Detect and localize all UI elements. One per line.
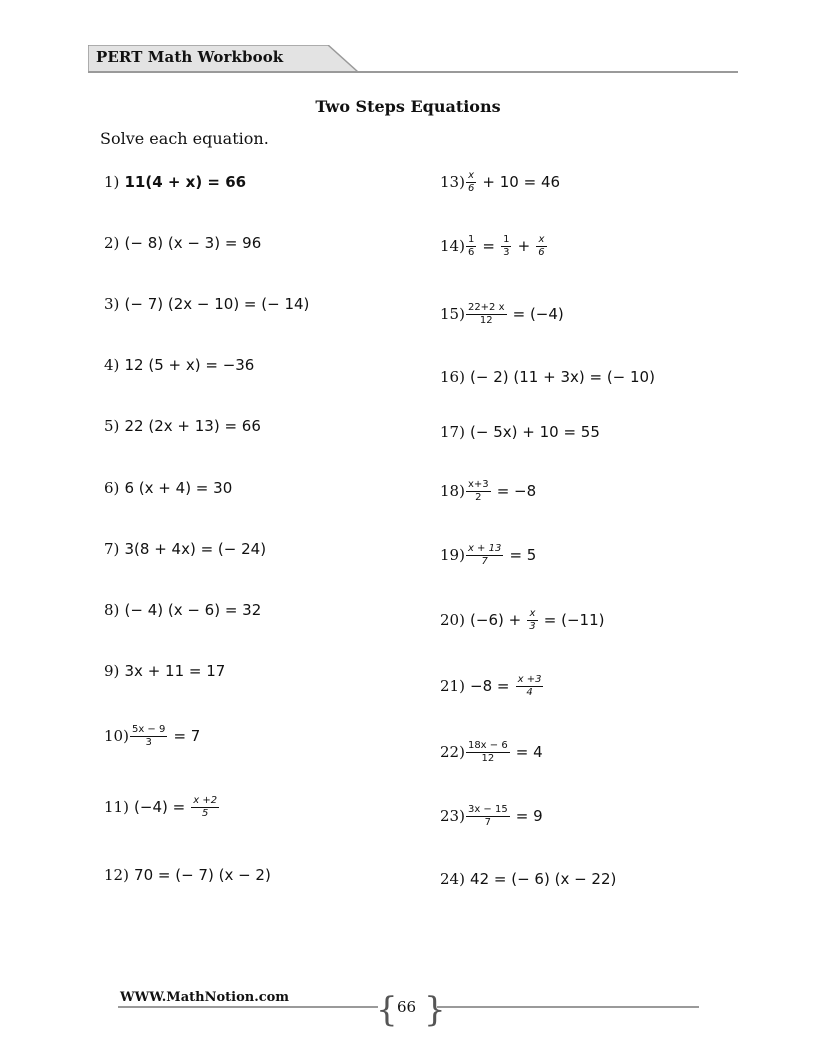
problem-number: 1)	[104, 173, 120, 191]
equation: (− 4) (x − 6) = 32	[124, 601, 262, 619]
problem-number: 20)	[440, 611, 465, 629]
problem-number: 2)	[104, 234, 120, 252]
numerator: 22+2 x	[467, 302, 505, 313]
equation: 70 = (− 7) (x − 2)	[134, 866, 271, 884]
equation-rest: = 5	[509, 546, 537, 564]
problem-22	[440, 740, 543, 765]
workbook-title: PERT Math Workbook	[96, 48, 284, 66]
problem-2	[104, 233, 261, 253]
fraction	[130, 724, 167, 749]
denominator: 3	[145, 737, 152, 748]
problem-number: 21)	[440, 677, 465, 695]
denominator: 4	[526, 687, 533, 698]
denominator: 12	[479, 315, 493, 326]
problem-13	[440, 170, 560, 195]
plus-sign: +	[517, 237, 531, 255]
problem-23	[440, 804, 543, 829]
equation: 3x + 11 = 17	[124, 662, 226, 680]
denominator: 6	[467, 247, 475, 258]
fraction	[466, 302, 507, 327]
problem-number: 4)	[104, 356, 120, 374]
problem-number: 22)	[440, 743, 465, 761]
fraction	[466, 170, 476, 195]
equation: 6 (x + 4) = 30	[124, 479, 233, 497]
denominator: 6	[538, 247, 545, 258]
problem-number: 16)	[440, 368, 465, 386]
equals-sign: =	[482, 237, 495, 255]
numerator: x	[536, 234, 546, 247]
numerator: x+3	[467, 479, 489, 490]
footer-divider-left	[118, 1006, 378, 1008]
numerator: x +3	[517, 674, 542, 685]
problem-number: 13)	[440, 173, 465, 191]
equation-prefix: (−4) =	[134, 798, 186, 816]
denominator: 12	[481, 753, 495, 764]
problem-number: 14)	[440, 237, 465, 255]
fraction	[466, 804, 510, 829]
problem-11	[104, 795, 220, 820]
equation: 22 (2x + 13) = 66	[124, 417, 261, 435]
problem-number: 19)	[440, 546, 465, 564]
problem-number: 12)	[104, 866, 129, 884]
fraction-1	[466, 234, 476, 259]
numerator: 1	[503, 234, 510, 245]
fraction	[466, 740, 510, 765]
problem-number: 8)	[104, 601, 120, 619]
equation: (− 2) (11 + 3x) = (− 10)	[470, 368, 655, 386]
equation-rest: = −8	[496, 482, 537, 500]
equation-rest: = (−4)	[512, 305, 564, 323]
equation: 3(8 + 4x) = (− 24)	[124, 540, 267, 558]
equation: (− 7) (2x − 10) = (− 14)	[124, 295, 310, 313]
problem-1	[104, 172, 246, 192]
problem-20	[440, 608, 604, 633]
problem-7	[104, 539, 266, 559]
numerator: 5x − 9	[131, 724, 166, 735]
problem-12	[104, 865, 271, 885]
problem-number: 24)	[440, 870, 465, 888]
right-brace-icon: }	[424, 990, 446, 1030]
problem-21	[440, 674, 544, 699]
problem-number: 7)	[104, 540, 120, 558]
numerator: x +2	[193, 795, 218, 806]
problem-number: 6)	[104, 479, 120, 497]
equation-rest: = 9	[515, 807, 543, 825]
equation: (− 8) (x − 3) = 96	[124, 234, 262, 252]
fraction-2	[501, 234, 511, 259]
problem-number: 23)	[440, 807, 465, 825]
fraction	[527, 608, 537, 633]
problem-15	[440, 302, 564, 327]
fraction	[466, 479, 491, 504]
problem-8	[104, 600, 261, 620]
equation-rest: = 4	[515, 743, 543, 761]
equation-prefix: −8 =	[470, 677, 510, 695]
denominator: 3	[503, 247, 510, 258]
numerator: 3x − 15	[467, 804, 508, 815]
footer-divider-right	[437, 1006, 699, 1008]
left-brace-icon: {	[376, 990, 398, 1030]
problem-number: 17)	[440, 423, 465, 441]
problem-number: 18)	[440, 482, 465, 500]
numerator: 18x − 6	[467, 740, 508, 751]
problem-number: 9)	[104, 662, 120, 680]
fraction	[466, 543, 503, 568]
numerator: x	[466, 170, 476, 183]
equation-rest: = (−11)	[543, 611, 605, 629]
equation: (− 5x) + 10 = 55	[470, 423, 600, 441]
equation: 11(4 + x) = 66	[124, 173, 247, 191]
fraction	[191, 795, 219, 820]
problem-6	[104, 478, 232, 498]
equation-prefix: (−6) +	[470, 611, 522, 629]
problem-3	[104, 294, 309, 314]
page-number: 66	[397, 998, 417, 1016]
problem-number: 3)	[104, 295, 120, 313]
problem-10	[104, 724, 200, 749]
footer-website: WWW.MathNotion.com	[120, 990, 290, 1005]
equation: 42 = (− 6) (x − 22)	[470, 870, 617, 888]
problem-16	[440, 367, 655, 387]
page-title: Two Steps Equations	[315, 97, 501, 116]
problem-19	[440, 543, 536, 568]
problem-5	[104, 416, 261, 436]
problem-24	[440, 869, 616, 889]
problem-number: 10)	[104, 727, 129, 745]
denominator: 7	[481, 556, 488, 567]
problem-18	[440, 479, 536, 504]
denominator: 7	[484, 817, 492, 828]
equation-rest: = 7	[173, 727, 201, 745]
problem-number: 11)	[104, 798, 129, 816]
problem-number: 15)	[440, 305, 465, 323]
equation-rest: + 10 = 46	[482, 173, 561, 191]
header-divider	[88, 71, 738, 73]
denominator: 2	[475, 492, 482, 503]
fraction-3	[536, 234, 546, 259]
instructions: Solve each equation.	[100, 129, 269, 148]
numerator: 1	[467, 234, 475, 245]
denominator: 5	[202, 808, 209, 819]
problem-14	[440, 234, 548, 259]
numerator: x + 13	[467, 543, 502, 554]
problem-17	[440, 422, 600, 442]
equation: 12 (5 + x) = −36	[124, 356, 255, 374]
problem-9	[104, 661, 225, 681]
numerator: x	[527, 608, 537, 621]
denominator: 3	[529, 621, 536, 632]
fraction	[516, 674, 544, 699]
problem-number: 5)	[104, 417, 120, 435]
problem-4	[104, 355, 254, 375]
denominator: 6	[467, 183, 475, 194]
